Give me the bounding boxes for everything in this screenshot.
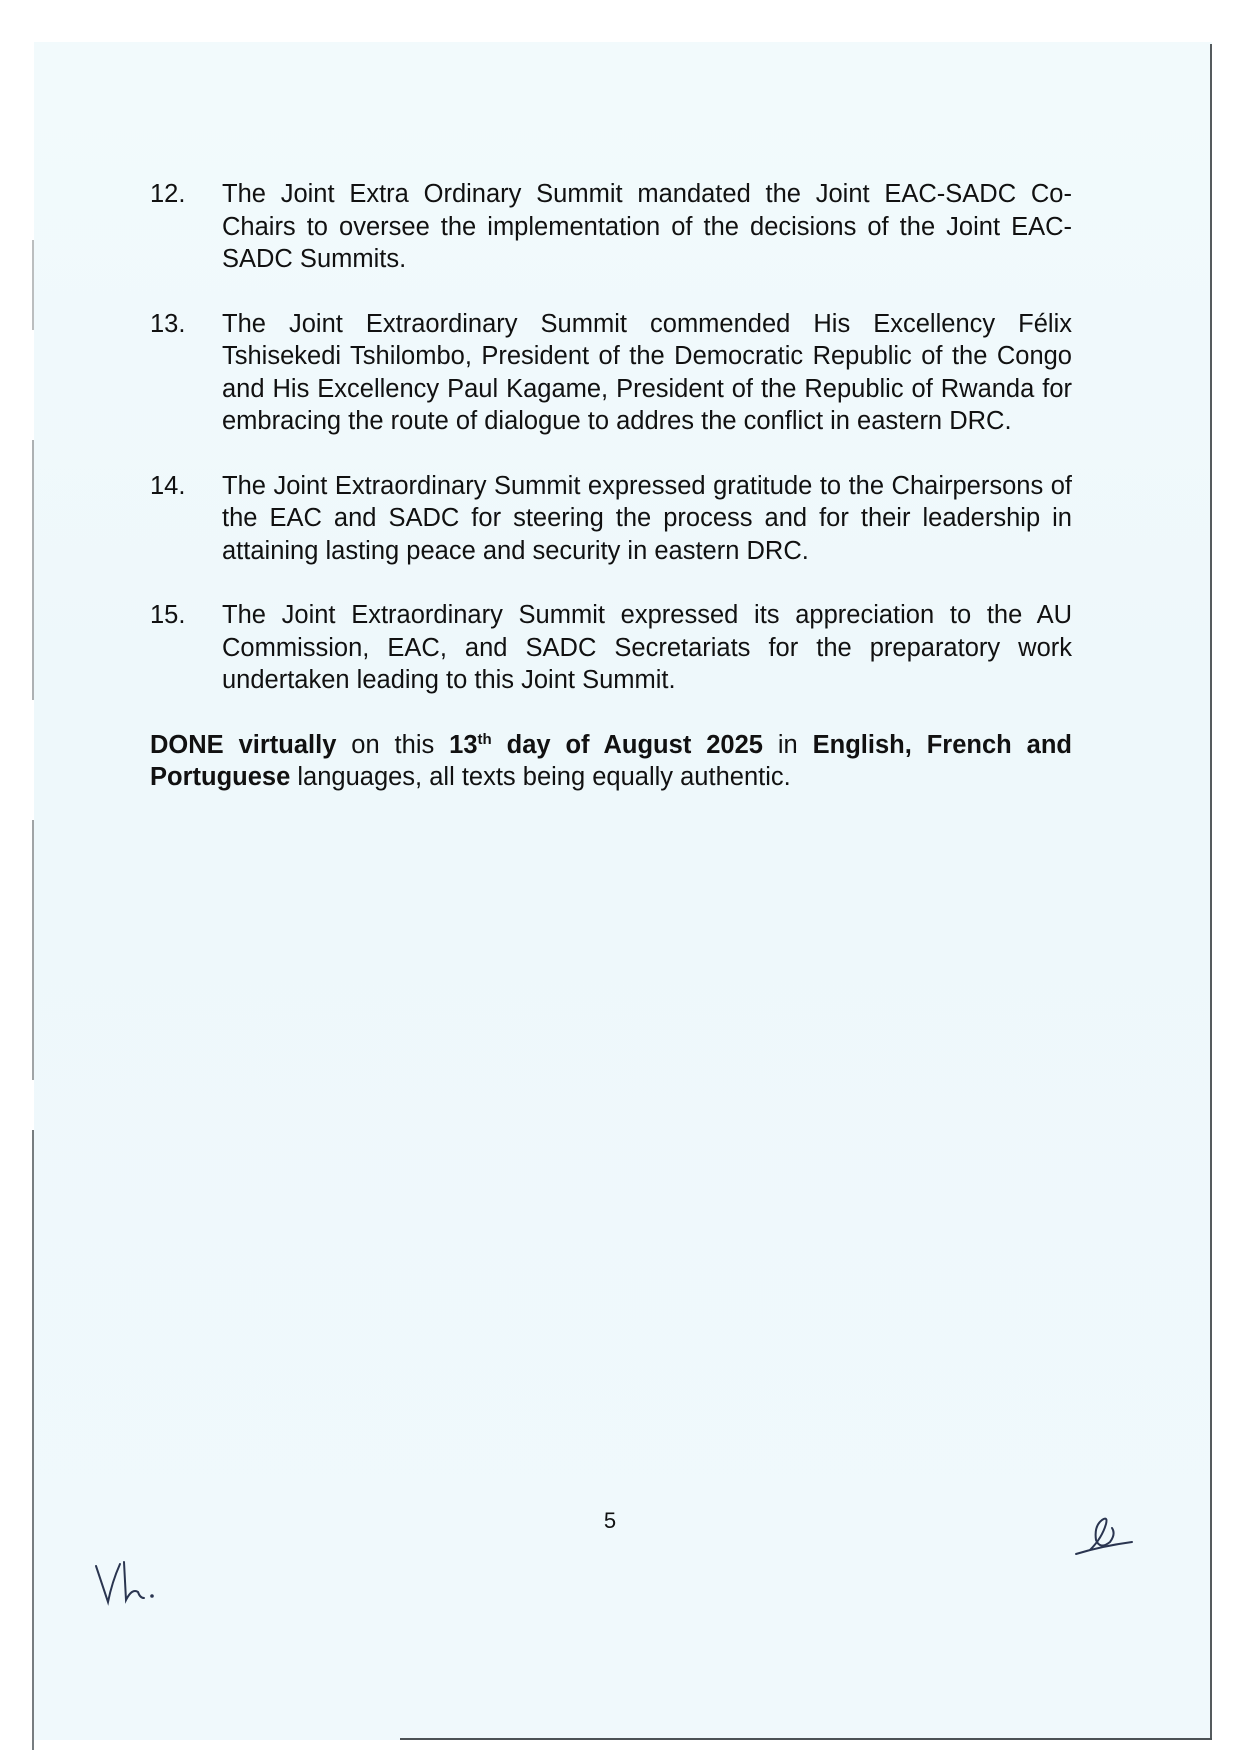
paper-edge-left: [32, 440, 34, 700]
closing-date: [449, 731, 763, 759]
document-body: [150, 178, 1072, 794]
paragraph-12: [150, 178, 1072, 276]
paragraph-13: [150, 308, 1072, 438]
day-number: 13: [449, 730, 478, 759]
paragraph-text: The Joint Extraordinary Summit expressed its appreciation to the AU Commission, EAC, and SADC Secretariats for the preparatory work undertaken leading to this Joint Summit.: [222, 601, 1072, 694]
paper-edge-bottom: [400, 1738, 1212, 1740]
paper-edge-left: [32, 240, 34, 330]
paragraph-14: [150, 470, 1072, 568]
paper-edge-left: [32, 820, 34, 1080]
done-label: DONE virtually: [150, 730, 337, 759]
handwritten-initials-right: [1072, 1510, 1142, 1560]
paragraph-text: The Joint Extra Ordinary Summit mandated the Joint EAC-SADC Co-Chairs to oversee the implementation of the decisions of the Joint EAC-SADC Summits.: [222, 180, 1072, 273]
paragraph-number: 15.: [150, 601, 186, 629]
date-text: day of August 2025: [491, 730, 763, 759]
page-number: 5: [603, 1508, 617, 1533]
paragraph-number: 14.: [150, 471, 186, 500]
paragraph-number: 13.: [150, 309, 186, 338]
day-suffix: th: [477, 730, 492, 748]
paragraph-text: The Joint Extraordinary Summit commended His Excellency Félix Tshisekedi Tshilombo, President of the Democratic Republic of the Congo and His Excellency Paul Kagame, President of the Republic of Rwanda for embracing the route of dialogue to addres the conflict in eastern DRC.: [222, 309, 1072, 435]
closing-text: on this: [336, 730, 450, 759]
closing-text: in: [762, 730, 813, 759]
paper-edge-left: [32, 1130, 34, 1750]
paper-edge-right: [1210, 44, 1212, 1740]
handwritten-initials-left: [92, 1558, 172, 1608]
paragraph-number: 12.: [150, 180, 186, 208]
paragraph-text: The Joint Extraordinary Summit expressed gratitude to the Chairpersons of the EAC and SADC for steering the process and for their leadership in attaining lasting peace and security in eastern DRC.: [222, 471, 1072, 565]
paragraph-15: [150, 599, 1072, 697]
closing-statement: [150, 729, 1072, 794]
closing-languages: English, French and Portuguese: [150, 730, 1072, 791]
closing-text: languages, all texts being equally authentic.: [290, 763, 791, 791]
